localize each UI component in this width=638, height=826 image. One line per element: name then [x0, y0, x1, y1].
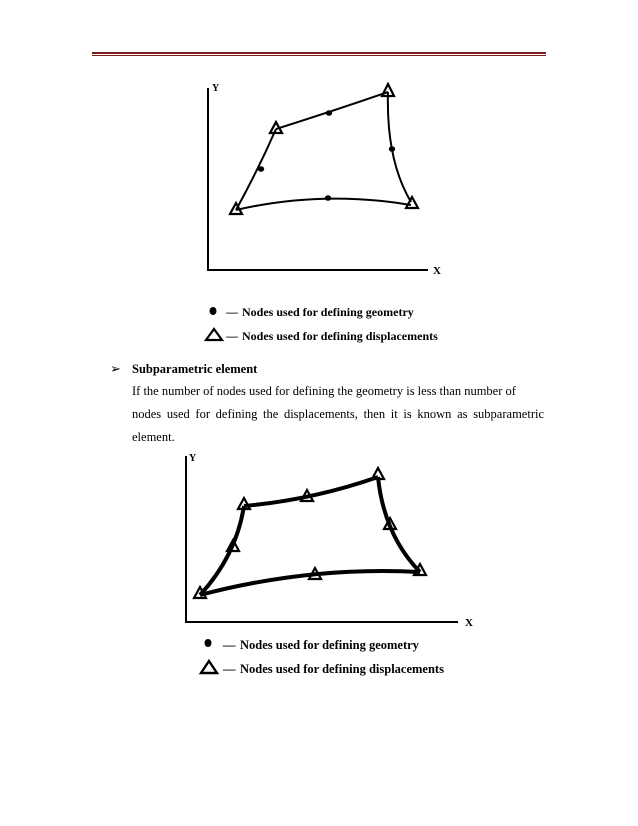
axes: [185, 453, 473, 629]
legend-dash: —: [223, 638, 236, 652]
y-axis-label: Y: [212, 83, 220, 94]
legend: [201, 638, 444, 676]
legend-dash: —: [226, 329, 238, 343]
legend-dot-icon: [205, 639, 212, 647]
edge-right: [378, 477, 420, 572]
paragraph-line: element.: [132, 430, 175, 444]
y-axis-label: Y: [189, 453, 197, 464]
edge-bottom: [200, 571, 420, 595]
x-axis-label: X: [465, 617, 473, 629]
legend-dash: —: [226, 305, 238, 319]
legend-displacements-label: Nodes used for defining displacements: [242, 329, 438, 343]
x-axis-label: X: [433, 265, 441, 277]
legend-geometry-label: Nodes used for defining geometry: [240, 638, 419, 652]
paragraph-line: nodes used for defining the displacements, then it is known as subparametric: [132, 407, 544, 421]
legend-displacements-label: Nodes used for defining displacements: [240, 662, 444, 676]
legend-geometry-label: Nodes used for defining geometry: [242, 305, 414, 319]
paragraph-line: If the number of nodes used for defining the geometry is less than number of: [132, 384, 516, 398]
legend-dash: —: [223, 662, 236, 676]
legend-triangle-icon: [201, 661, 217, 673]
bullet-arrow-icon: ➢: [110, 362, 121, 377]
section-title: Subparametric element: [132, 362, 258, 376]
